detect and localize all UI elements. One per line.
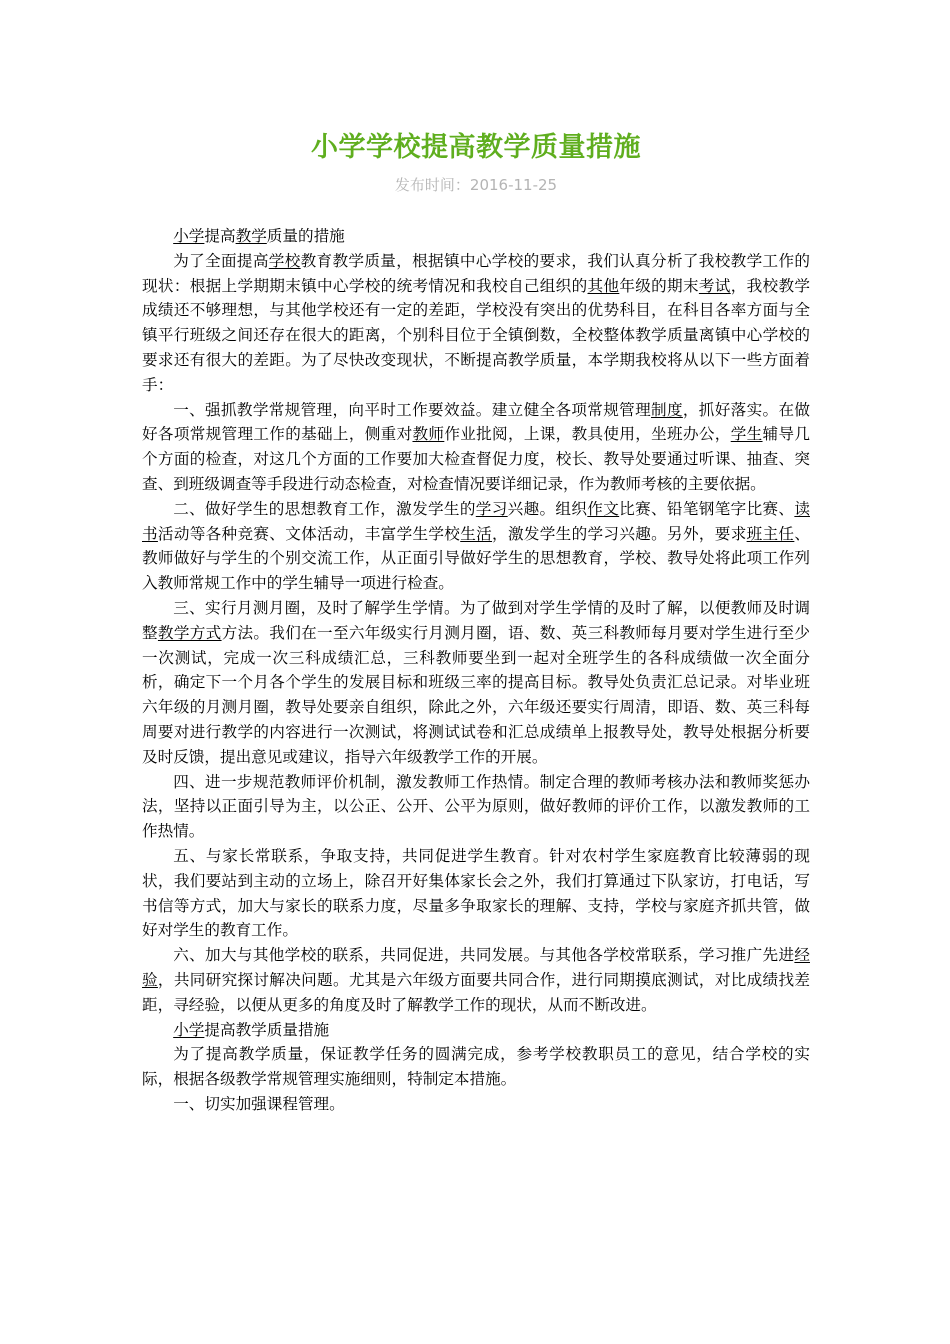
paragraph	[142, 497, 810, 596]
paragraph-text: ，我校教学成绩还不够理想，与其他学校还有一定的差距，学校没有突出的优势科目，在科目各率方面与全镇平行班级之间还存在很大的距离，个别科目位于全镇倒数，全校整体教学质量离镇中心学校的要求还有很大的差距。为了尽快改变现状，不断提高教学质量，本学期我校将从以下一些方面着手：	[142, 276, 810, 394]
paragraph-text: 为了全面提高	[173, 251, 269, 270]
paragraph	[142, 770, 810, 844]
paragraph-text: 一、强抓教学常规管理，向平时工作要效益。建立健全各项常规管理	[173, 400, 652, 419]
paragraph-text: ，激发学生的学习兴趣。另外，要求	[492, 524, 747, 543]
paragraph	[142, 1042, 810, 1092]
paragraph-text: 兴趣。组织	[507, 499, 588, 518]
paragraph-text: 方法。我们在一至六年级实行月测月圈，语、数、英三科教师每月要对学生进行至少一次测试，完成一次三科成绩汇总，三科教师要坐到一起对全班学生的各科成绩做一次全面分析，确定下一个月各个学生的发展目标和班级三率的提高目标。教导处负责汇总记录。对毕业班六年级的月测月圈，教导处要亲自组织，除此之外，六年级还要实行周清，即语、数、英三科每周要对进行教学的内容进行一次测试，将测试试卷和汇总成绩单上报教导处，教导处根据分析要及时反馈，提出意见或建议，指导六年级教学工作的开展。	[142, 623, 810, 766]
paragraph-text: 提高教学质量措施	[204, 1020, 330, 1039]
keyword-link[interactable]: 教师	[412, 425, 445, 444]
paragraph	[142, 1018, 810, 1043]
keyword-link[interactable]: 小学	[173, 1020, 205, 1039]
paragraph-text: 、教师做好与学生的个别交流工作，从正面引导做好学生的思想教育，学校、教导处将此项工作列入教师常规工作中的学生辅导一项进行检查。	[142, 524, 810, 593]
paragraph-text: 年级的期末	[619, 276, 699, 295]
paragraph-text: 比赛、铅笔钢笔字比赛、	[619, 499, 795, 518]
keyword-link[interactable]: 制度	[651, 400, 683, 419]
keyword-link[interactable]: 班主任	[746, 524, 795, 543]
paragraph	[142, 844, 810, 943]
keyword-link[interactable]: 读书	[142, 499, 810, 543]
article-title: 小学学校提高教学质量措施	[311, 132, 641, 163]
keyword-link[interactable]: 学生	[730, 425, 763, 444]
paragraph-text: 作业批阅，上课，教具使用，坐班办公，	[444, 425, 731, 444]
keyword-link[interactable]: 生活	[460, 524, 493, 543]
paragraph-text: 二、做好学生的思想教育工作，激发学生的	[173, 499, 476, 518]
paragraph	[142, 943, 810, 1017]
paragraph-text: 三、实行月测月圈，及时了解学生学情。为了做到对学生学情的及时了解，以便教师及时调整	[142, 598, 810, 642]
paragraph-text: 教育教学质量，根据镇中心学校的要求，我们认真分析了我校教学工作的现状：根据上学期期末镇中心学校的统考情况和我校自己组织的	[142, 251, 810, 295]
keyword-link[interactable]: 学习	[475, 499, 508, 518]
keyword-link[interactable]: 教学	[235, 227, 267, 245]
paragraph-text: 一、切实加强课程管理。	[173, 1094, 345, 1113]
paragraph-text: 质量的措施	[266, 227, 345, 245]
paragraph-text: 辅导几个方面的检查，对这几个方面的工作要加大检查督促力度，校长、教导处要通过听课、抽查、突查、到班级调查等手段进行动态检查，对检查情况要详细记录，作为教师考核的主要依据。	[142, 425, 810, 493]
keyword-link[interactable]: 考试	[698, 276, 731, 295]
keyword-link[interactable]: 学校	[268, 251, 301, 270]
paragraph-text: 六、加大与其他学校的联系，共同促进，共同发展。与其他各学校常联系，学习推广先进	[173, 946, 795, 965]
paragraph	[142, 1092, 810, 1117]
keyword-link[interactable]: 其他	[587, 276, 620, 295]
paragraph-text: 为了提高教学质量，保证教学任务的圆满完成，参考学校教职员工的意见，结合学校的实际，根据各级教学常规管理实施细则，特制定本措施。	[142, 1045, 810, 1089]
keyword-link[interactable]: 小学	[173, 227, 205, 245]
paragraph-text: 五、与家长常联系，争取支持，共同促进学生教育。针对农村学生家庭教育比较薄弱的现状，我们要站到主动的立场上，除召开好集体家长会之外，我们打算通过下队家访，打电话，写书信等方式，加大与家长的联系力度，尽量多争取家长的理解、支持，学校与家庭齐抓共管，做好对学生的教育工作。	[142, 846, 810, 940]
paragraph	[142, 249, 810, 398]
publish-date-value: 2016-11-25	[469, 176, 558, 194]
publish-date-label: 发布时间：	[394, 176, 470, 194]
publish-date	[142, 174, 810, 196]
paragraph	[142, 224, 810, 249]
paragraph	[142, 398, 810, 497]
paragraph	[142, 596, 810, 770]
keyword-link[interactable]: 教学方式	[157, 623, 222, 642]
paragraph-text: ，共同研究探讨解决问题。尤其是六年级方面要共同合作，进行同期摸底测试，对比成绩找差距，寻经验，以便从更多的角度及时了解教学工作的现状，从而不断改进。	[142, 970, 810, 1014]
keyword-link[interactable]: 作文	[587, 499, 620, 518]
keyword-link[interactable]: 经验	[142, 946, 810, 989]
paragraph-text: ，抓好落实。在做好各项常规管理工作的基础上，侧重对	[142, 400, 810, 444]
paragraph-text: 四、进一步规范教师评价机制，激发教师工作热情。制定合理的教师考核办法和教师奖惩办法，坚持以正面引导为主，以公正、公开、公平为原则，做好教师的评价工作，以激发教师的工作热情。	[142, 772, 810, 841]
article-body	[142, 224, 810, 1117]
paragraph-text: 提高	[204, 227, 236, 245]
paragraph-text: 活动等各种竞赛、文体活动，丰富学生学校	[157, 524, 461, 543]
